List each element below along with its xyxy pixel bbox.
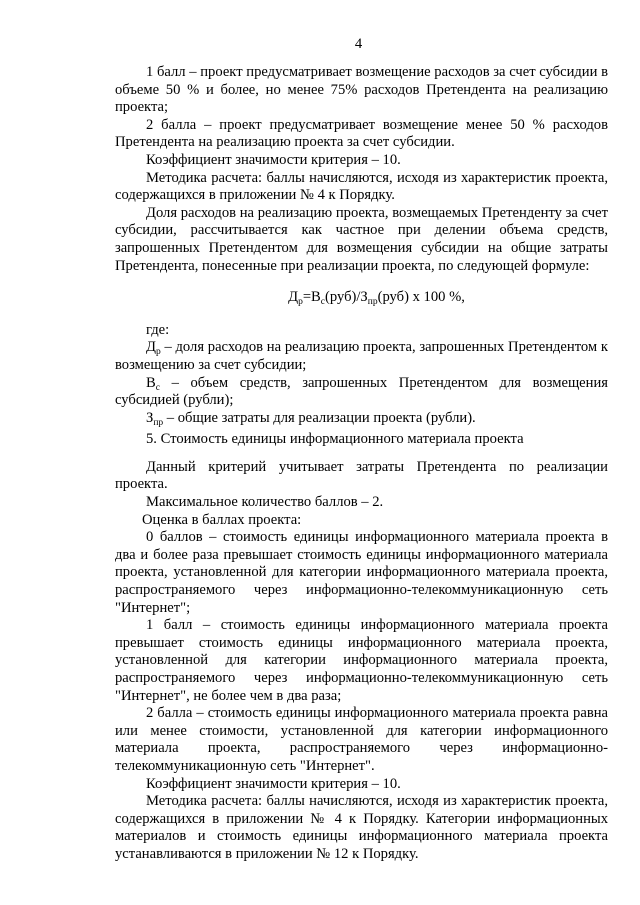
- section-5-paragraph-4: 0 баллов – стоимость единицы информационного материала проекта в два и более раза превышает стоимость единицы информационного материала проекта, установленной для категории информационного материала проекта, распространяемого через информационно-телекоммуникационную сеть "Интернет";: [115, 529, 608, 616]
- section-5-paragraph-1: Данный критерий учитывает затраты Претендента по реализации проекта.: [115, 458, 608, 493]
- paragraph-where: где:: [146, 321, 170, 338]
- paragraph-coefficient: Коэффициент значимости критерия – 10.: [146, 151, 401, 168]
- paragraph-share-description: Доля расходов на реализацию проекта, возмещаемых Претенденту за счет субсидии, рассчитывается как частное при делении объема средств, запрошенных Претендентом для возмещения субсидии на общие затраты Претендента, понесенные при реализации проекта, по следующей формуле:: [115, 204, 608, 274]
- section-5-paragraph-5: 1 балл – стоимость единицы информационного материала проекта превышает стоимость единицы информационного материала проекта, установленной для категории информационного материала проекта, распространяемого через информационно-телекоммуникационную сеть "Интернет", не более чем в два раза;: [115, 617, 608, 704]
- page-number: 4: [354, 36, 363, 52]
- section-5-paragraph-6: 2 балла – стоимость единицы информационного материала проекта равна или менее стоимости, установленной для категории информационного материала проекта, распространяемого через информационно-телекоммуникационную сеть "Интернет".: [115, 705, 608, 774]
- section-5-paragraph-2: Максимальное количество баллов – 2.: [146, 494, 384, 511]
- definition-z: $З_{пр}$ – общие затраты для реализации проекта (рубли).: [146, 409, 476, 428]
- section-5-paragraph-8: Методика расчета: баллы начисляются, исходя из характеристик проекта, содержащихся в приложении № 4 к Порядку. Категории информационных материалов и стоимость единицы информационного материала проекта устанавливаются в приложении № 12 к Порядку.: [115, 793, 608, 862]
- formula: $Д_р=В_с(руб)/З_{пр}(руб)$ х 100 %,: [288, 289, 465, 308]
- paragraph-score-1: 1 балл – проект предусматривает возмещение расходов за счет субсидии в объеме 50 % и более, но менее 75% расходов Претендента на реализацию проекта;: [115, 64, 608, 116]
- definition-b: $В_с$ – объем средств, запрошенных Претендентом для возмещения субсидией (рубли);: [115, 374, 608, 409]
- paragraph-score-2: 2 балла – проект предусматривает возмещение менее 50 % расходов Претендента на реализацию проекта за счет субсидии.: [115, 116, 608, 151]
- paragraph-method: Методика расчета: баллы начисляются, исходя из характеристик проекта, содержащихся в приложении № 4 к Порядку.: [115, 169, 608, 204]
- section-5-paragraph-3: Оценка в баллах проекта:: [142, 511, 302, 528]
- section-5-paragraph-7: Коэффициент значимости критерия – 10.: [146, 775, 401, 792]
- document-body: [115, 64, 608, 864]
- definition-d: $Д_р$ – доля расходов на реализацию проекта, запрошенных Претендентом к возмещению за счет субсидии;: [115, 339, 608, 373]
- section-5-heading: 5. Стоимость единицы информационного материала проекта: [146, 431, 524, 448]
